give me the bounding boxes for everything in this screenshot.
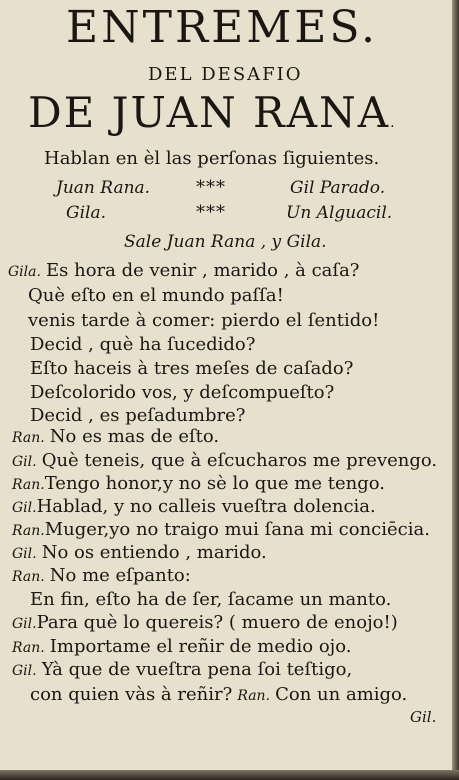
dialogue-text: Què eſto en el mundo paſſa! (28, 285, 284, 306)
dialogue-line (30, 384, 334, 402)
dialogue-line (12, 475, 385, 493)
dialogue-line (12, 661, 352, 679)
page-edge-shadow (452, 0, 459, 780)
dialogue-text: No os entiendo , marido. (41, 542, 267, 563)
dialogue-line (30, 360, 353, 378)
dialogue-text: Decid , què ha ſucedido? (30, 334, 256, 355)
dialogue-line (12, 428, 219, 446)
speaker-label: Gil. (12, 546, 37, 562)
title-line-3 (28, 88, 397, 137)
dialogue-text: venis tarde à comer: pierdo el ſentido! (28, 310, 380, 331)
dialogue-text: Tengo honor,y no sè lo que me tengo. (44, 473, 385, 494)
cast-gil-parado: Gil Parado. (290, 178, 386, 198)
dialogue-line (30, 591, 391, 609)
dialogue-line (8, 262, 359, 280)
dialogue-text: Muger,yo no traigo mui ſana mi conciēcia. (44, 519, 430, 540)
dialogue-line (12, 567, 191, 585)
title-line-3-text: DE JUAN RANA (28, 88, 391, 137)
page-bottom-shadow (0, 770, 459, 780)
speaker-label: Gil. (12, 500, 37, 516)
dialogue-line (28, 287, 284, 305)
dialogue-line (12, 452, 437, 470)
cast-heading: Hablan en èl las perſonas ſiguientes. (44, 148, 380, 169)
speaker-label: Ran. (12, 523, 45, 539)
dialogue-line (30, 407, 245, 425)
dialogue-line (28, 312, 379, 330)
dialogue-text: No me eſpanto: (49, 565, 191, 586)
cast-gila: Gila. (66, 203, 106, 223)
dialogue-text: Decid , es peſadumbre? (30, 405, 246, 426)
dialogue-text: Para què lo quereis? ( muero de enojo!) (36, 612, 398, 633)
dialogue-line (30, 336, 255, 354)
dialogue-text: En fin, eſto ha de ſer, ſacame un manto. (30, 589, 392, 610)
speaker-label: Ran. (237, 688, 271, 704)
dialogue-text: Yà que de vueſtra pena ſoi teſtigo, (41, 659, 353, 680)
speaker-label: Gil. (12, 616, 37, 632)
dialogue-line (12, 544, 267, 562)
ornament-stars: *** (196, 177, 226, 198)
dialogue-line (12, 521, 430, 539)
dialogue-text: Con un amigo. (275, 684, 408, 705)
dialogue-text: Importame el reñir de medio ojo. (49, 636, 352, 657)
title-line-2: DEL DESAFIO (148, 64, 303, 85)
speaker-label: Ran. (12, 430, 45, 446)
speaker-label: Gila. (8, 264, 41, 280)
speaker-label: Gil. (12, 663, 37, 679)
cast-juan-rana: Juan Rana. (56, 178, 151, 198)
dialogue-text: Què teneis, que à eſcucharos me prevengo. (41, 450, 438, 471)
speaker-label: Gil. (12, 454, 37, 470)
dialogue-line (12, 498, 376, 516)
cast-alguacil: Un Alguacil. (286, 203, 393, 223)
dialogue-text: Es hora de venir , marido , à caſa? (46, 260, 360, 281)
title-line-3-mark: . (390, 115, 397, 131)
catchword: Gil. (410, 708, 437, 726)
dialogue-text: No es mas de eſto. (49, 426, 220, 447)
speaker-label: Ran. (12, 477, 45, 493)
dialogue-text: con quien vàs à reñir? (30, 684, 233, 705)
dialogue-text: Eſto haceis à tres meſes de caſado? (30, 358, 354, 379)
dialogue-line (12, 614, 398, 632)
stage-direction: Sale Juan Rana , y Gila. (124, 232, 327, 252)
dialogue-line (12, 638, 352, 656)
dialogue-line (30, 686, 407, 704)
speaker-label: Ran. (12, 640, 45, 656)
ornament-stars: *** (196, 202, 226, 223)
title-line-1: ENTREMES. (66, 2, 378, 53)
dialogue-text: Hablad, y no calleis vueſtra dolencia. (36, 496, 376, 517)
dialogue-text: Deſcolorido vos, y deſcompueſto? (30, 382, 335, 403)
speaker-label: Ran. (12, 569, 45, 585)
